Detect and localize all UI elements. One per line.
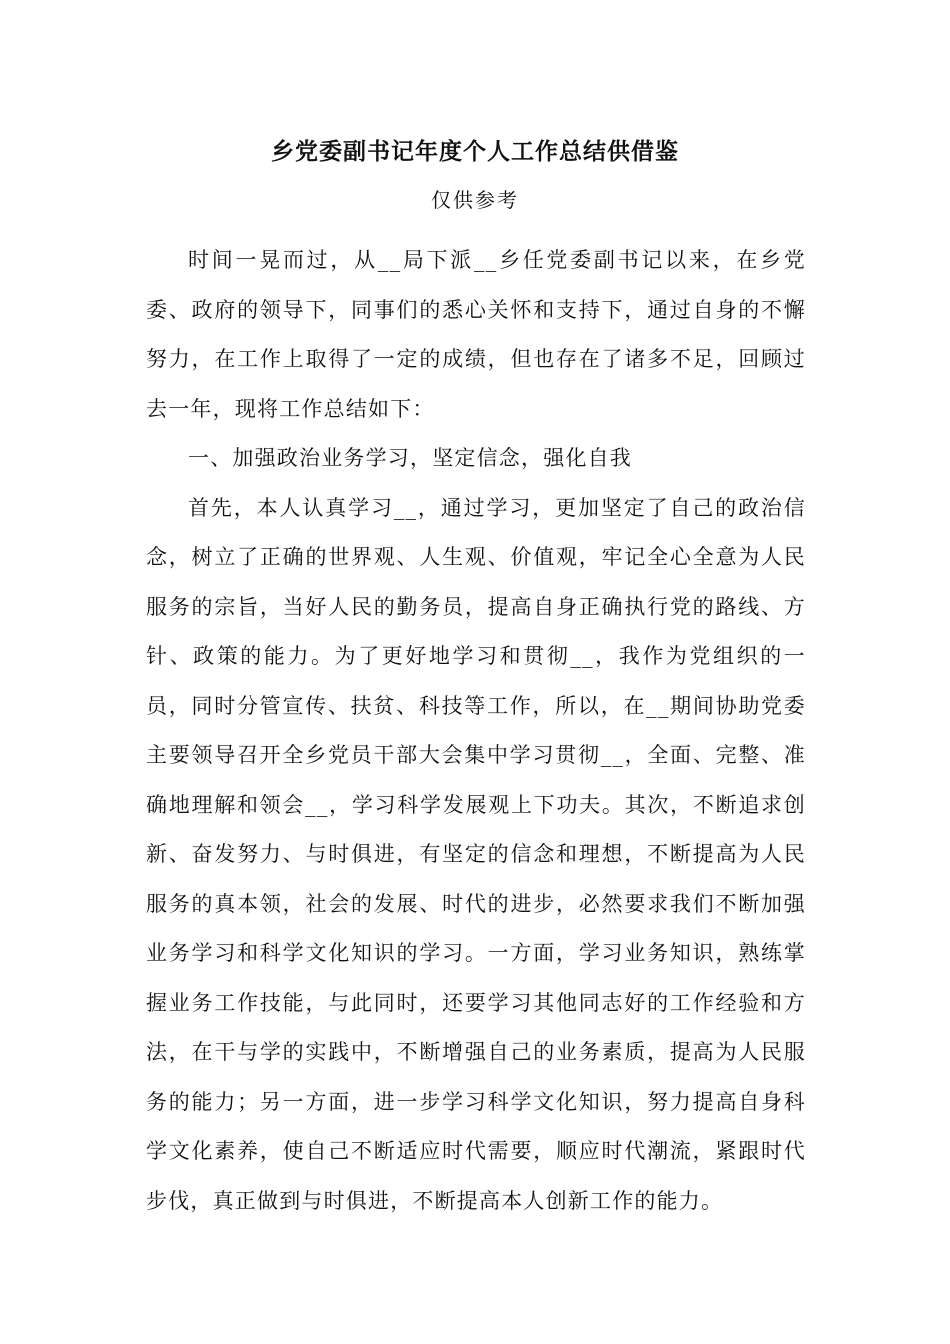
intro-paragraph: 时间一晃而过，从__局下派__乡任党委副书记以来，在乡党委、政府的领导下，同事们的悉心关怀和支持下，通过自身的不懈努力，在工作上取得了一定的成绩，但也存在了诸多不足，回顾过去一年，现将工作总结如下： (146, 248, 806, 421)
body-paragraph: 首先，本人认真学习__，通过学习，更加坚定了自己的政治信念，树立了正确的世界观、人生观、价值观，牢记全心全意为人民服务的宗旨，当好人民的勤务员，提高自身正确执行党的路线、方针、政策的能力。为了更好地学习和贯彻__，我作为党组织的一员，同时分管宣传、扶贫、科技等工作，所以，在__期间协助党委主要领导召开全乡党员干部大会集中学习贯彻__，全面、完整、准确地理解和领会__，学习科学发展观上下功夫。其次，不断追求创新、奋发努力、与时俱进，有坚定的信念和理想，不断提高为人民服务的真本领，社会的发展、时代的进步，必然要求我们不断加强业务学习和科学文化知识的学习。一方面，学习业务知识，熟练掌握业务工作技能，与此同时，还要学习其他同志好的工作经验和方法，在干与学的实践中，不断增强自己的业务素质，提高为人民服务的能力；另一方面，进一步学习科学文化知识，努力提高自身科学文化素养，使自己不断适应时代需要，顺应时代潮流，紧跟时代步伐，真正做到与时俱进，不断提高本人创新工作的能力。 (146, 495, 806, 1213)
section-heading: 一、加强政治业务学习，坚定信念，强化自我 (188, 446, 632, 470)
document-title: 乡党委副书记年度个人工作总结供借鉴 (271, 139, 679, 165)
document-body (146, 236, 806, 1226)
document-subtitle: 仅供参考 (431, 188, 519, 212)
